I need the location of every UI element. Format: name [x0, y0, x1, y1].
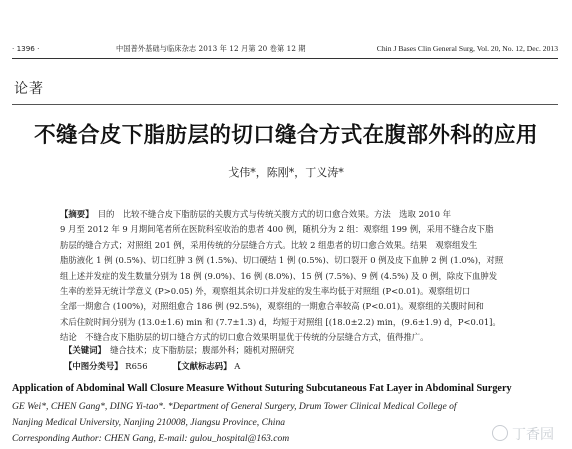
- abstract: [60, 207, 550, 346]
- header-rule: [12, 58, 558, 59]
- page-number: · 1396 ·: [12, 44, 40, 53]
- keywords-label: 【关键词】: [64, 345, 102, 355]
- abstract-line: 全部一期愈合 (100%)，对照组愈合 186 例 (92.5%)，观察组的一期愈合率较高 (P<0.01)。观察组的关腹时间和: [60, 301, 484, 312]
- abstract-line: 结论 不缝合皮下脂肪层的切口缝合方式的切口愈合效果明显优于传统的分层缝合方式，值得推广。: [60, 332, 429, 343]
- classification: [64, 359, 240, 373]
- watermark: [492, 423, 564, 443]
- article-title: 不缝合皮下脂肪层的切口缝合方式在腹部外科的应用: [34, 123, 538, 148]
- keywords: [64, 343, 550, 357]
- article-authors: 戈伟*，陈刚*，丁义涛*: [228, 166, 344, 179]
- abstract-line: 生率的差异无统计学意义 (P>0.05) 外，观察组其余切口并发症的发生率均低于对照组 (P<0.01)。观察组切口: [60, 286, 471, 297]
- clc-value: R656: [125, 361, 148, 371]
- watermark-text: 丁香园: [512, 427, 554, 443]
- abstract-line: 组上述并发症的发生数量分别为 18 例 (9.0%)、16 例 (8.0%)、15 例 (7.5%)、9 例 (4.5%) 及 0 例，除皮下血肿发: [60, 270, 498, 281]
- doc-code-label: 【文献标志码】: [172, 361, 232, 371]
- doc-code-value: A: [234, 361, 241, 371]
- running-head: [12, 42, 558, 56]
- abstract-line: 【摘要】 目的 比较不缝合皮下脂肪层的关腹方式与传统关腹方式的切口愈合效果。方法 选取 2010 年: [60, 209, 451, 219]
- english-title: Application of Abdominal Wall Closure Measure Without Suturing Subcutaneous Fat Layer in Abdominal Surgery: [12, 383, 512, 394]
- english-author-line: GE Wei*, CHEN Gang*, DING Yi-tao*. *Department of General Surgery, Drum Tower Clinical Medical College of: [12, 401, 457, 412]
- keywords-text: 缝合技术；皮下脂肪层；腹部外科；随机对照研究: [110, 345, 295, 355]
- section-label: 论著: [14, 81, 44, 97]
- logo-icon: [492, 425, 508, 441]
- abstract-line: 肪层的缝合方式；对照组 201 例，采用传统的分层缝合方式。比较 2 组患者的切口愈合效果。结果 观察组发生: [60, 239, 478, 250]
- english-authors: [12, 399, 558, 447]
- english-affiliation-line: Nanjing Medical University, Nanjing 210008, Jiangsu Province, China: [12, 417, 286, 428]
- section-rule: [12, 104, 558, 105]
- abstract-label: 【摘要】: [60, 209, 90, 219]
- clc-label: 【中图分类号】: [64, 361, 123, 371]
- abstract-line: 9 月至 2012 年 9 月期间笔者所在医院科室收治的患者 400 例，随机分为 2 组：观察组 199 例，采用不缝合皮下脂: [60, 224, 494, 235]
- abstract-line: 脂肪液化 1 例 (0.5%)、切口红肿 3 例 (1.5%)、切口硬结 1 例 (0.5%)、切口裂开 0 例及皮下血肿 2 例 (1.0%)，对照: [60, 255, 504, 266]
- journal-name-cn: 中国普外基础与临床杂志 2013 年 12 月第 20 卷第 12 期: [116, 44, 306, 53]
- corresponding-author-line: Corresponding Author: CHEN Gang, E-mail: gulou_hospital@163.com: [12, 433, 290, 444]
- abstract-line: 术后住院时间分别为 (13.0±1.6) min 和 (7.7±1.3) d，均短于对照组 [(18.0±2.2) min，(9.6±1.9) d，P<0.01]。: [60, 316, 501, 327]
- journal-name-en: Chin J Bases Clin General Surg, Vol. 20, No. 12, Dec. 2013: [376, 44, 558, 53]
